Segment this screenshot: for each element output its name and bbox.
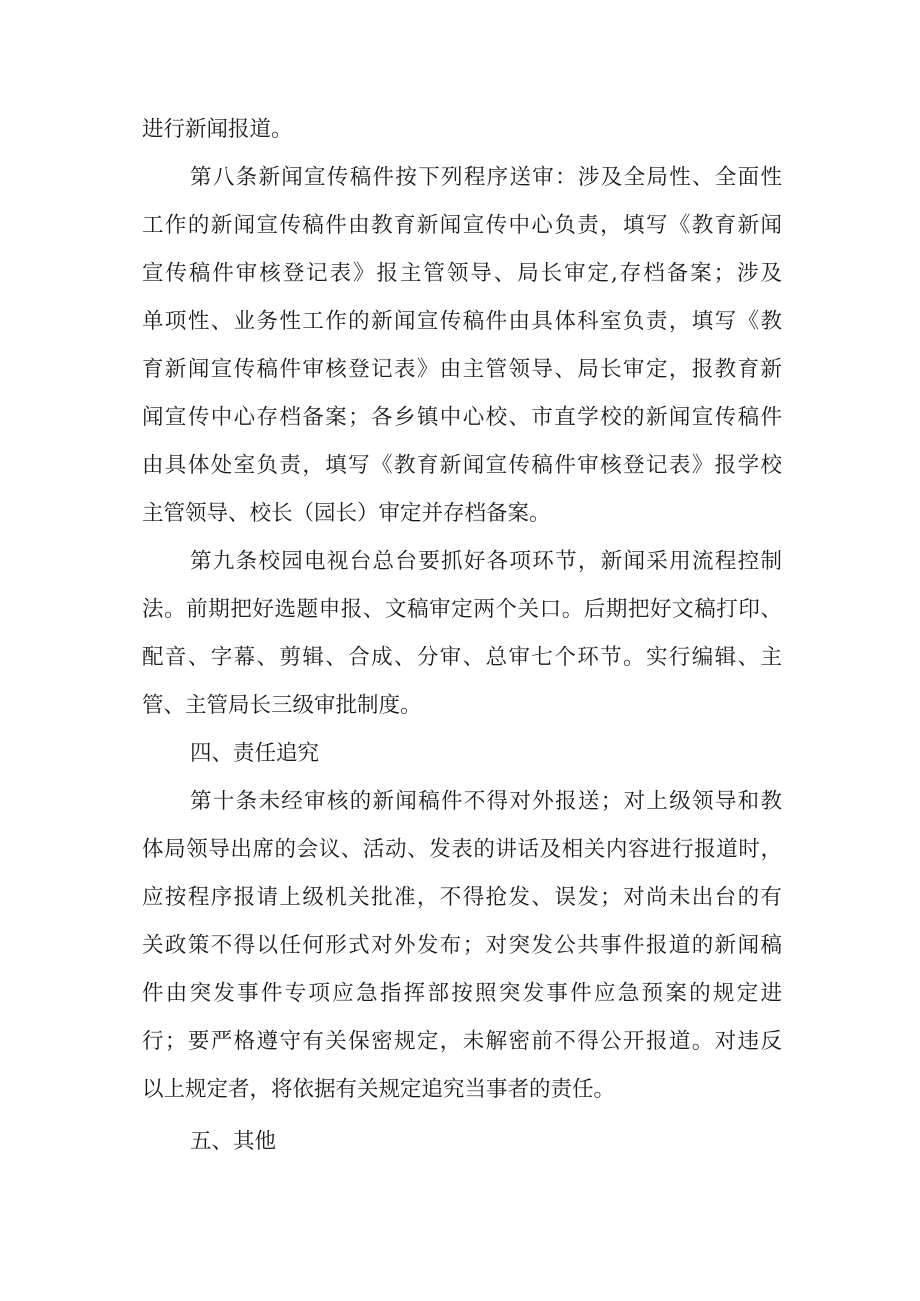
paragraph-line: 件由突发事件专项应急指挥部按照突发事件应急预案的规定进	[142, 981, 782, 1006]
article-10-heading-line: 第十条未经审核的新闻稿件不得对外报送；对上级领导和教	[190, 789, 782, 814]
paragraph-line: 行；要严格遵守有关保密规定，未解密前不得公开报道。对违反	[142, 1029, 782, 1054]
paragraph-line: 主管领导、校长（园长）审定并存档备案。	[142, 501, 551, 526]
paragraph-line: 体局领导出席的会议、活动、发表的讲话及相关内容进行报道时，	[142, 837, 782, 862]
paragraph-line: 关政策不得以任何形式对外发布；对突发公共事件报道的新闻稿	[142, 933, 782, 958]
paragraph-line: 闻宣传中心存档备案；各乡镇中心校、市直学校的新闻宣传稿件	[142, 405, 782, 430]
paragraph-line: 由具体处室负责，填写《教育新闻宣传稿件审核登记表》报学校	[142, 453, 782, 478]
section-4-heading: 四、责任追究	[190, 741, 320, 766]
paragraph-line: 应按程序报请上级机关批准，不得抢发、误发；对尚未出台的有	[142, 885, 782, 910]
paragraph-line: 管、主管局长三级审批制度。	[142, 693, 422, 718]
paragraph-line: 配音、字幕、剪辑、合成、分审、总审七个环节。实行编辑、主	[142, 645, 782, 670]
paragraph-line: 育新闻宣传稿件审核登记表》由主管领导、局长审定，报教育新	[142, 357, 782, 382]
article-8-heading-line: 第八条新闻宣传稿件按下列程序送审：涉及全局性、全面性	[190, 165, 782, 190]
paragraph-line: 工作的新闻宣传稿件由教育新闻宣传中心负责，填写《教育新闻	[142, 213, 782, 238]
paragraph-line: 宣传稿件审核登记表》报主管领导、局长审定,存档备案；涉及	[142, 261, 782, 286]
paragraph-line: 法。前期把好选题申报、文稿审定两个关口。后期把好文稿打印、	[142, 597, 782, 622]
paragraph-line: 以上规定者，将依据有关规定追究当事者的责任。	[142, 1077, 616, 1102]
article-9-heading-line: 第九条校园电视台总台要抓好各项环节，新闻采用流程控制	[190, 549, 782, 574]
paragraph-line: 单项性、业务性工作的新闻宣传稿件由具体科室负责，填写《教	[142, 309, 782, 334]
paragraph-line: 进行新闻报道。	[142, 117, 293, 142]
section-5-heading: 五、其他	[190, 1129, 277, 1154]
